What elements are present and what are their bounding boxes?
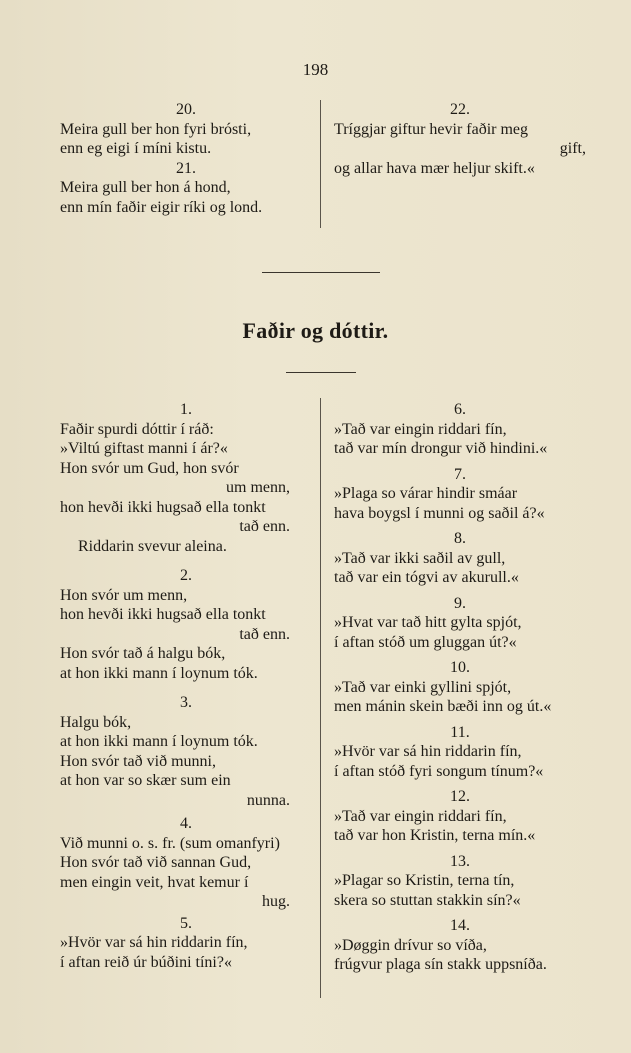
- verse-line: »Plaga so várar hindir smáar: [334, 485, 518, 502]
- stanza-number: 5.: [180, 914, 192, 932]
- verse-line: »Hvör var sá hin riddarin fín,: [60, 934, 248, 951]
- verse-line: Hon svór um Gud, hon svór: [60, 459, 239, 477]
- stanza-number: 4.: [180, 815, 192, 832]
- top-right-column: [334, 100, 586, 178]
- stanza-number: 22.: [450, 101, 470, 118]
- poem-title: Faðir og dóttir.: [242, 318, 389, 343]
- verse-line: tað enn.: [239, 518, 290, 535]
- stanza-number: 9.: [454, 594, 466, 612]
- verse-line: enn eg eigi í míni kistu.: [60, 140, 212, 157]
- stanza-number: 21.: [176, 159, 196, 177]
- verse-line: »Døggin drívur so víða,: [334, 936, 487, 954]
- column-divider: [320, 100, 321, 228]
- verse-line: tað var ein tógvi av akurull.«: [334, 569, 519, 586]
- verse-line: tað var mín drongur við hindini.«: [334, 440, 548, 457]
- verse-line: at hon ikki mann í loynum tók.: [60, 733, 258, 750]
- verse-line: Meira gull ber hon fyri brósti,: [60, 120, 252, 138]
- verse-line: Hon svór tað við sannan Gud,: [60, 854, 252, 871]
- stanza-number: 14.: [450, 917, 470, 934]
- verse-line: um menn,: [226, 479, 290, 496]
- section-divider: [262, 272, 380, 273]
- verse-line: men eingin veit, hvat kemur í: [60, 873, 249, 891]
- verse-line: og allar hava mær heljur skift.«: [334, 159, 535, 177]
- stanza-number: 13.: [450, 852, 470, 870]
- stanza-number: 6.: [454, 401, 466, 418]
- stanza-number: 3.: [180, 694, 192, 711]
- verse-line: Hon svór tað við munni,: [60, 752, 216, 770]
- stanza-number: 8.: [454, 530, 466, 547]
- verse-line: frúgvur plaga sín stakk uppsníða.: [334, 956, 547, 973]
- column-divider: [320, 398, 321, 998]
- verse-line: »Viltú giftast manni í ár?«: [60, 440, 228, 457]
- verse-line: men mánin skein bæði inn og út.«: [334, 698, 552, 715]
- verse-line: hon hevði ikki hugsað ella tonkt: [60, 498, 266, 516]
- verse-line: at hon var so skær sum ein: [60, 772, 231, 789]
- verse-line: Hon svór tað á halgu bók,: [60, 645, 226, 662]
- verse-line: í aftan stóð um gluggan út?«: [334, 633, 517, 651]
- verse-line: gift,: [559, 140, 586, 157]
- verse-line: »Hvör var sá hin riddarin fín,: [334, 743, 522, 760]
- poem-right-column: [334, 400, 586, 975]
- verse-line: Halgu bók,: [60, 713, 132, 731]
- verse-line: hava boygsl í munni og saðil á?«: [334, 504, 545, 522]
- verse-line: enn mín faðir eigir ríki og lond.: [60, 198, 263, 216]
- stanza-number: 10.: [450, 659, 470, 676]
- verse-line: at hon ikki mann í loynum tók.: [60, 664, 258, 682]
- verse-line: »Hvat var tað hitt gylta spjót,: [334, 614, 522, 631]
- verse-line: í aftan stóð fyri songum tínum?«: [334, 762, 544, 780]
- verse-line: Við munni o. s. fr. (sum omanfyri): [60, 834, 280, 852]
- stanza-number: 2.: [180, 567, 192, 584]
- stanza-number: 1.: [180, 401, 192, 418]
- verse-line: Meira gull ber hon á hond,: [60, 179, 231, 196]
- stanza-number: 7.: [454, 465, 466, 483]
- verse-line: »Plagar so Kristin, terna tín,: [334, 872, 515, 889]
- page-number: 198: [302, 60, 329, 79]
- verse-line: »Tað var eingin riddari fín,: [334, 807, 507, 825]
- verse-line: tað var hon Kristin, terna mín.«: [334, 827, 536, 844]
- title-rule: [286, 372, 356, 373]
- verse-line: »Tað var einki gyllini spjót,: [334, 678, 512, 696]
- top-left-column: [60, 100, 312, 217]
- verse-line: í aftan reið úr búðini tíni?«: [60, 953, 232, 971]
- stanza-number: 12.: [450, 788, 470, 805]
- verse-line: Hon svór um menn,: [60, 586, 188, 604]
- stanza-number: 20.: [176, 101, 196, 118]
- refrain-line: Riddarin svevur aleina.: [78, 537, 227, 555]
- verse-line: Tríggjar giftur hevir faðir meg: [334, 120, 529, 138]
- verse-line: hug.: [262, 893, 290, 910]
- verse-line: nunna.: [246, 791, 290, 809]
- poem-left-column: [60, 400, 312, 972]
- verse-line: Faðir spurdi dóttir í ráð:: [60, 420, 214, 438]
- verse-line: tað enn.: [239, 625, 290, 643]
- stanza-number: 11.: [450, 723, 470, 741]
- verse-line: »Tað var eingin riddari fín,: [334, 420, 507, 438]
- verse-line: skera so stuttan stakkin sín?«: [334, 891, 521, 909]
- verse-line: hon hevði ikki hugsað ella tonkt: [60, 606, 266, 623]
- verse-line: »Tað var ikki saðil av gull,: [334, 549, 506, 567]
